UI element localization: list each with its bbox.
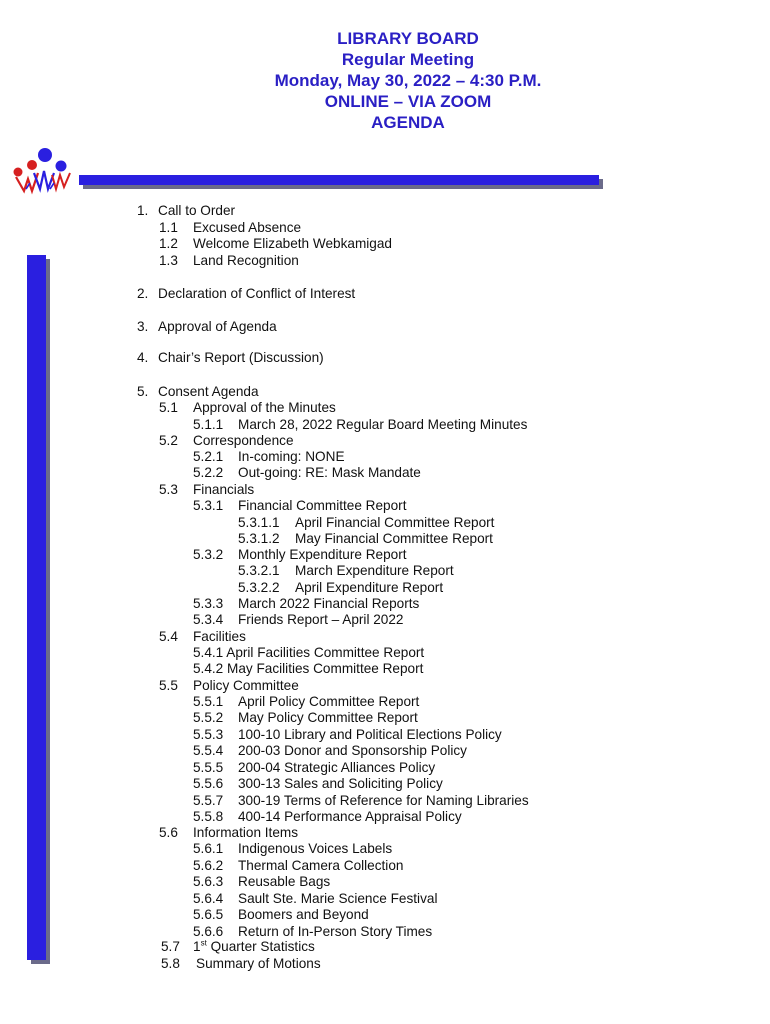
- header-rule: [79, 175, 599, 185]
- agenda-header: [0, 28, 770, 133]
- meeting-type: Regular Meeting: [341, 50, 475, 69]
- agenda-title: AGENDA: [371, 113, 445, 132]
- side-rule: [27, 255, 46, 960]
- board-title: LIBRARY BOARD: [337, 29, 479, 48]
- library-logo-icon: [10, 143, 74, 199]
- meeting-date: Monday, May 30, 2022 – 4:30 P.M.: [274, 71, 542, 90]
- meeting-location: ONLINE – VIA ZOOM: [324, 92, 492, 111]
